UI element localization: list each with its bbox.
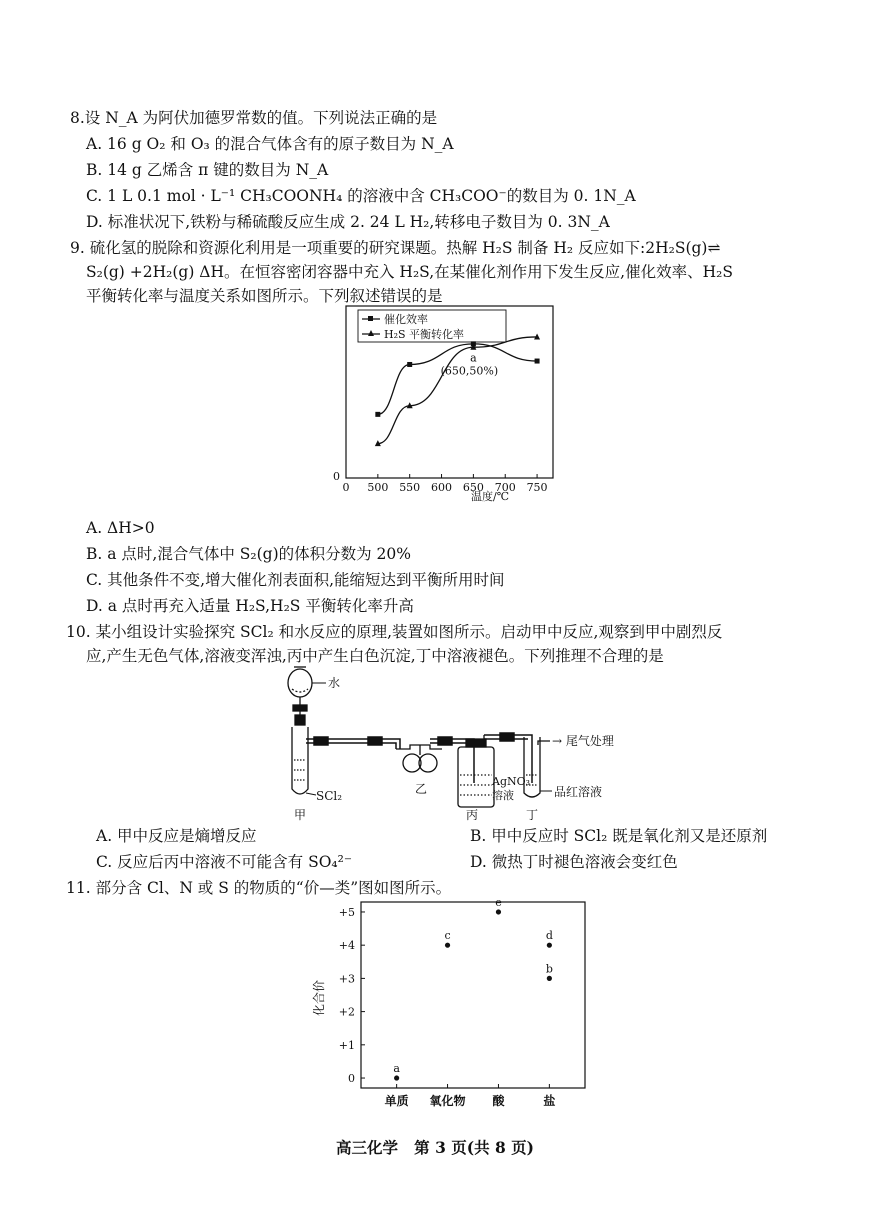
apparatus-diagram	[270, 665, 630, 825]
q8-option-c: C. 1 L 0.1 mol · L⁻¹ CH₃COONH₄ 的溶液中含 CH₃COO⁻的数目为 0. 1N_A	[86, 187, 636, 205]
y-axis-label: 化合价	[312, 979, 326, 1017]
water-label: 水	[328, 676, 341, 690]
point-a-coords: (650,50%)	[440, 364, 499, 378]
catalyst-conversion-chart	[320, 300, 570, 515]
y-tick-label: +1	[338, 1038, 355, 1052]
x-tick-label-550: 550	[399, 481, 421, 494]
efficiency-point	[535, 359, 540, 364]
x-category-label: 单质	[384, 1094, 409, 1108]
q8-stem: 8.设 N_A 为阿伏加德罗常数的值。下列说法正确的是	[70, 109, 438, 127]
q8-option-a: A. 16 g O₂ 和 O₃ 的混合气体含有的原子数目为 N_A	[86, 135, 454, 153]
q9-stem-line1: 9. 硫化氢的脱除和资源化利用是一项重要的研究课题。热解 H₂S 制备 H₂ 反应如下:2H₂S(g)⇌	[70, 239, 721, 257]
u-tube-yi	[396, 745, 442, 772]
point-a-label: a	[470, 351, 477, 365]
solution-label: 溶液	[492, 789, 514, 802]
point-label-a: a	[393, 1062, 400, 1076]
point-e	[496, 909, 501, 914]
point-c	[445, 943, 450, 948]
q9-option-a: A. ΔH>0	[86, 519, 155, 537]
q10-option-c: C. 反应后丙中溶液不可能含有 SO₄²⁻	[96, 853, 353, 871]
point-label-b: b	[545, 962, 553, 976]
jia-label: 甲	[294, 808, 307, 822]
q9-stem-line3: 平衡转化率与温度关系如图所示。下列叙述错误的是	[86, 287, 443, 305]
pinhong-label: 品红溶液	[554, 785, 603, 799]
point-a	[394, 1075, 399, 1080]
y-tick-label: +2	[338, 1005, 355, 1019]
tubing	[306, 737, 400, 749]
q9-stem-line2: S₂(g) +2H₂(g) ΔH。在恒容密闭容器中充入 H₂S,在某催化剂作用下发生反应,催化效率、H₂S	[86, 263, 733, 281]
legend-label-efficiency: 催化效率	[384, 313, 428, 326]
q10-option-a: A. 甲中反应是熵增反应	[96, 827, 257, 845]
bottle-bing	[458, 735, 494, 807]
x-axis	[343, 474, 548, 494]
x-category-label: 酸	[492, 1094, 505, 1108]
separatory-funnel	[288, 667, 312, 725]
q8-option-d: D. 标准状况下,铁粉与稀硫酸反应生成 2. 24 L H₂,转移电子数目为 0. 3N_A	[86, 213, 610, 231]
x-category-label: 氧化物	[429, 1094, 466, 1108]
agno3-label: AgNO₃	[492, 775, 531, 788]
scl2-pointer	[306, 793, 316, 795]
y-tick-label: 0	[348, 1072, 355, 1086]
x-tick-label-750: 750	[526, 481, 548, 494]
test-tube-ding	[524, 737, 550, 797]
y-tick-label: +3	[338, 972, 355, 986]
page-footer: 高三化学 第 3 页(共 8 页)	[335, 1138, 534, 1157]
q9-option-d: D. a 点时再充入适量 H₂S,H₂S 平衡转化率升高	[86, 597, 414, 615]
point-b	[547, 976, 552, 981]
q10-option-d: D. 微热丁时褪色溶液会变红色	[470, 853, 678, 871]
x-category-label: 盐	[543, 1094, 556, 1108]
x-tick-label-0: 0	[342, 481, 350, 494]
yi-label: 乙	[415, 782, 428, 796]
y-tick-label: +5	[338, 905, 355, 919]
point-label-c: c	[444, 929, 451, 943]
valence-category-chart	[305, 898, 595, 1118]
x-tick-label-650: 650	[462, 481, 484, 494]
tail-gas-label: → 尾气处理	[552, 734, 614, 748]
points-group	[393, 898, 553, 1081]
scl2-label: SCl₂	[316, 789, 343, 803]
q11-stem: 11. 部分含 Cl、N 或 S 的物质的“价—类”图如图所示。	[66, 879, 452, 897]
q10-option-b: B. 甲中反应时 SCl₂ 既是氧化剂又是还原剂	[470, 827, 768, 845]
q10-stem-line1: 10. 某小组设计实验探究 SCl₂ 和水反应的原理,装置如图所示。启动甲中反应,观察到甲中剧烈反	[66, 623, 723, 641]
q9-option-c: C. 其他条件不变,增大催化剂表面积,能缩短达到平衡所用时间	[86, 571, 505, 589]
series-line-1	[378, 337, 537, 444]
y-tick-0: 0	[333, 470, 340, 483]
test-tube-jia	[292, 727, 308, 794]
ding-label: 丁	[526, 808, 539, 822]
q10-stem-line2: 应,产生无色气体,溶液变浑浊,丙中产生白色沉淀,丁中溶液褪色。下列推理不合理的是	[86, 647, 664, 665]
point-label-e: e	[495, 898, 502, 909]
series-line-0	[378, 344, 537, 415]
point-d	[547, 943, 552, 948]
efficiency-point	[375, 412, 380, 417]
q9-option-b: B. a 点时,混合气体中 S₂(g)的体积分数为 20%	[86, 545, 411, 563]
x-tick-label-700: 700	[494, 481, 516, 494]
q8-option-b: B. 14 g 乙烯含 π 键的数目为 N_A	[86, 161, 329, 179]
series-group	[375, 333, 540, 446]
y-tick-label: +4	[338, 939, 355, 953]
point-label-d: d	[545, 929, 553, 943]
efficiency-point	[407, 362, 412, 367]
x-axis-label: 温度/℃	[470, 490, 510, 503]
x-tick-label-600: 600	[431, 481, 453, 494]
x-tick-label-500: 500	[367, 481, 389, 494]
legend-marker-square	[368, 316, 373, 321]
legend-label-conversion: H₂S 平衡转化率	[384, 328, 465, 341]
bing-label: 丙	[466, 808, 479, 822]
